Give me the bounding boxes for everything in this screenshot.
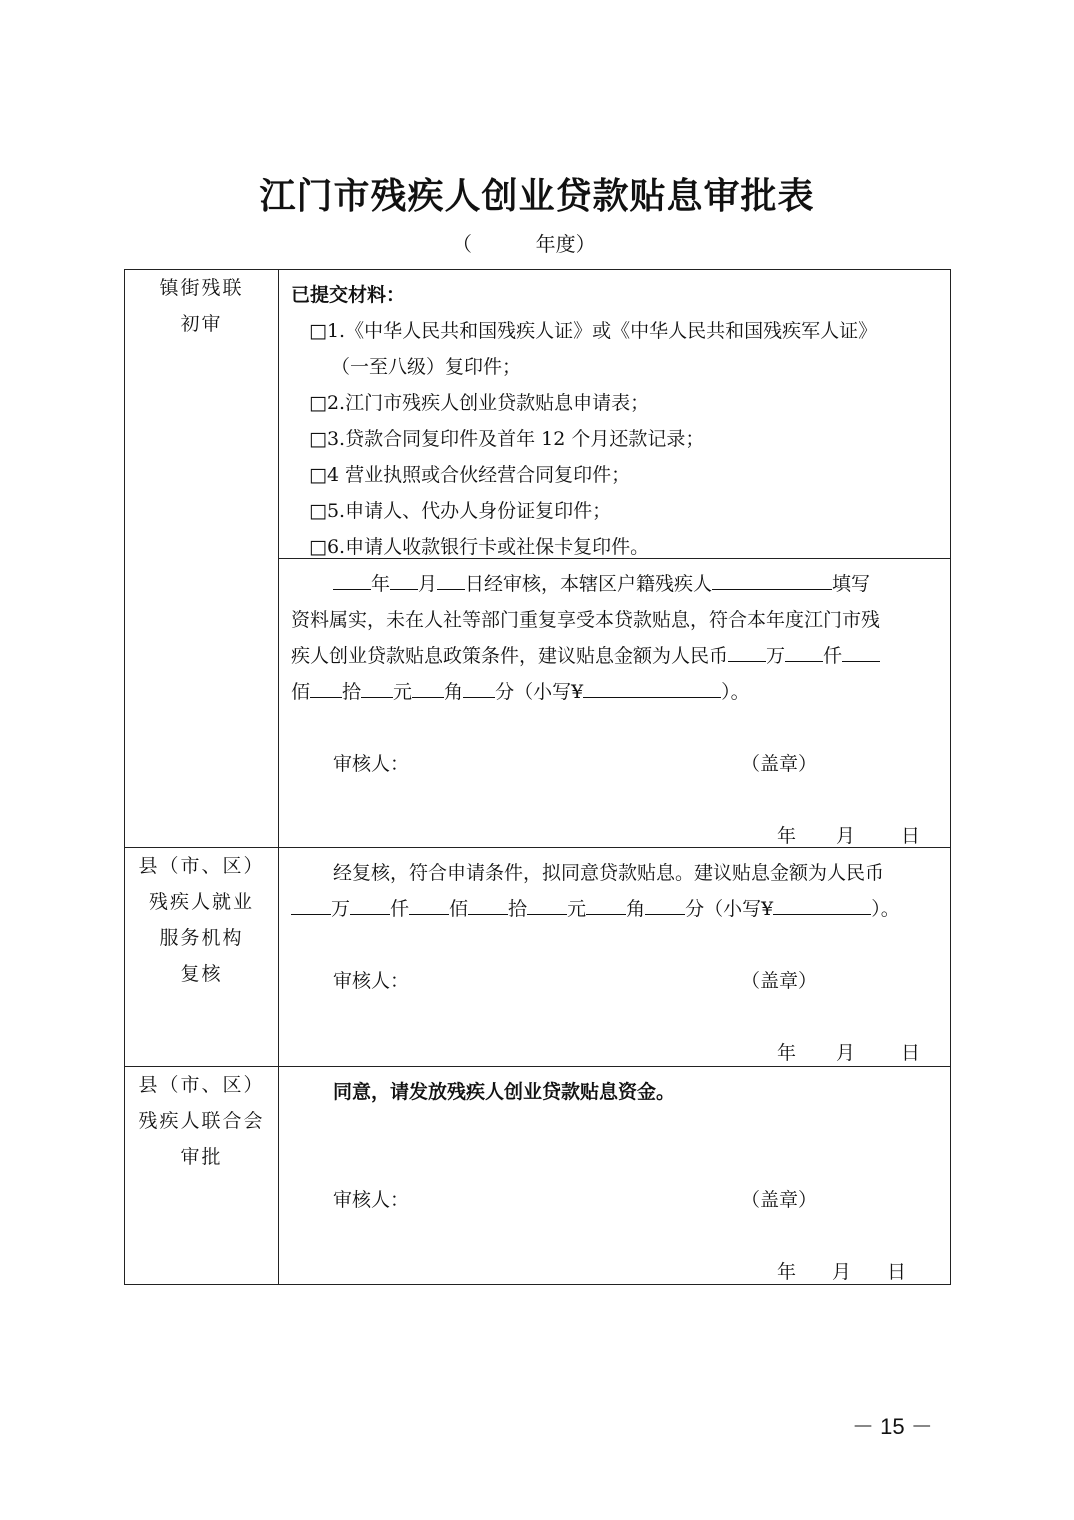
form-title: 江门市残疾人创业贷款贴息审批表: [259, 175, 815, 217]
approval-reviewer-label: 审核人：: [333, 1189, 410, 1211]
approval-date: 年 月 日: [777, 1261, 907, 1283]
secondary-amount-line: 万 仟 佰 拾 元 角 分（小写¥ ）。: [291, 894, 900, 921]
review-line-1: 年 月 日经审核，本辖区户籍残疾人 填写: [333, 569, 870, 596]
material-item-4[interactable]: □4 营业执照或合伙经营合同复印件；: [309, 464, 631, 486]
material-item-1[interactable]: □1.《中华人民共和国残疾人证》或《中华人民共和国残疾军人证》: [309, 320, 878, 342]
section3-label: 县（市、区） 残疾人联合会 审批: [125, 1067, 279, 1285]
material-item-2[interactable]: □2.江门市残疾人创业贷款贴息申请表；: [309, 392, 650, 414]
section1-label: [125, 270, 279, 848]
reviewer-label: 审核人：: [333, 753, 410, 775]
approval-stamp-label: （盖章）: [741, 1189, 818, 1211]
secondary-stamp-label: （盖章）: [741, 970, 818, 992]
amount-lowercase-blank[interactable]: [583, 679, 721, 698]
review-date: 年 月 日: [777, 825, 921, 847]
secondary-review-cell: [279, 848, 951, 1067]
year-blank[interactable]: [333, 571, 371, 590]
month-blank[interactable]: [390, 571, 418, 590]
secondary-review-text: 经复核，符合申请条件，拟同意贷款贴息。建议贴息金额为人民币: [333, 862, 885, 884]
review-line-2: 资料属实，未在人社等部门重复享受本贷款贴息，符合本年度江门市残: [291, 609, 881, 631]
material-item-5[interactable]: □5.申请人、代办人身份证复印件；: [309, 500, 612, 522]
section2-label: 县（市、区） 残疾人就业 服务机构 复核: [125, 848, 279, 1067]
applicant-name-blank[interactable]: [712, 571, 832, 590]
secondary-date: 年 月 日: [777, 1042, 921, 1064]
materials-heading: 已提交材料：: [291, 284, 406, 306]
material-item-6[interactable]: □6.申请人收款银行卡或社保卡复印件。: [309, 536, 650, 558]
approval-form-table: [124, 269, 951, 1285]
page-number: － 15 －: [852, 1414, 933, 1439]
year-subtitle: （ 年度）: [452, 232, 596, 256]
section1-label-line2: 初审: [180, 313, 223, 335]
final-approval-cell: [279, 1067, 951, 1285]
material-item-3[interactable]: □3.贷款合同复印件及首年 12 个月还款记录；: [309, 428, 705, 450]
initial-review-cell: [279, 559, 951, 848]
secondary-reviewer-label: 审核人：: [333, 970, 410, 992]
approval-text: 同意，请发放残疾人创业贷款贴息资金。: [333, 1081, 676, 1103]
stamp-label: （盖章）: [741, 753, 818, 775]
section1-label-line1: 镇街残联: [159, 277, 244, 299]
day-blank[interactable]: [437, 571, 465, 590]
review-line-4: 佰 拾 元 角 分（小写¥ ）。: [291, 681, 750, 703]
materials-cell: [279, 270, 951, 559]
material-item-1-cont: （一至八级）复印件；: [331, 356, 522, 378]
review-line-3: 疾人创业贷款贴息政策条件，建议贴息金额为人民币 万 仟: [291, 641, 880, 668]
